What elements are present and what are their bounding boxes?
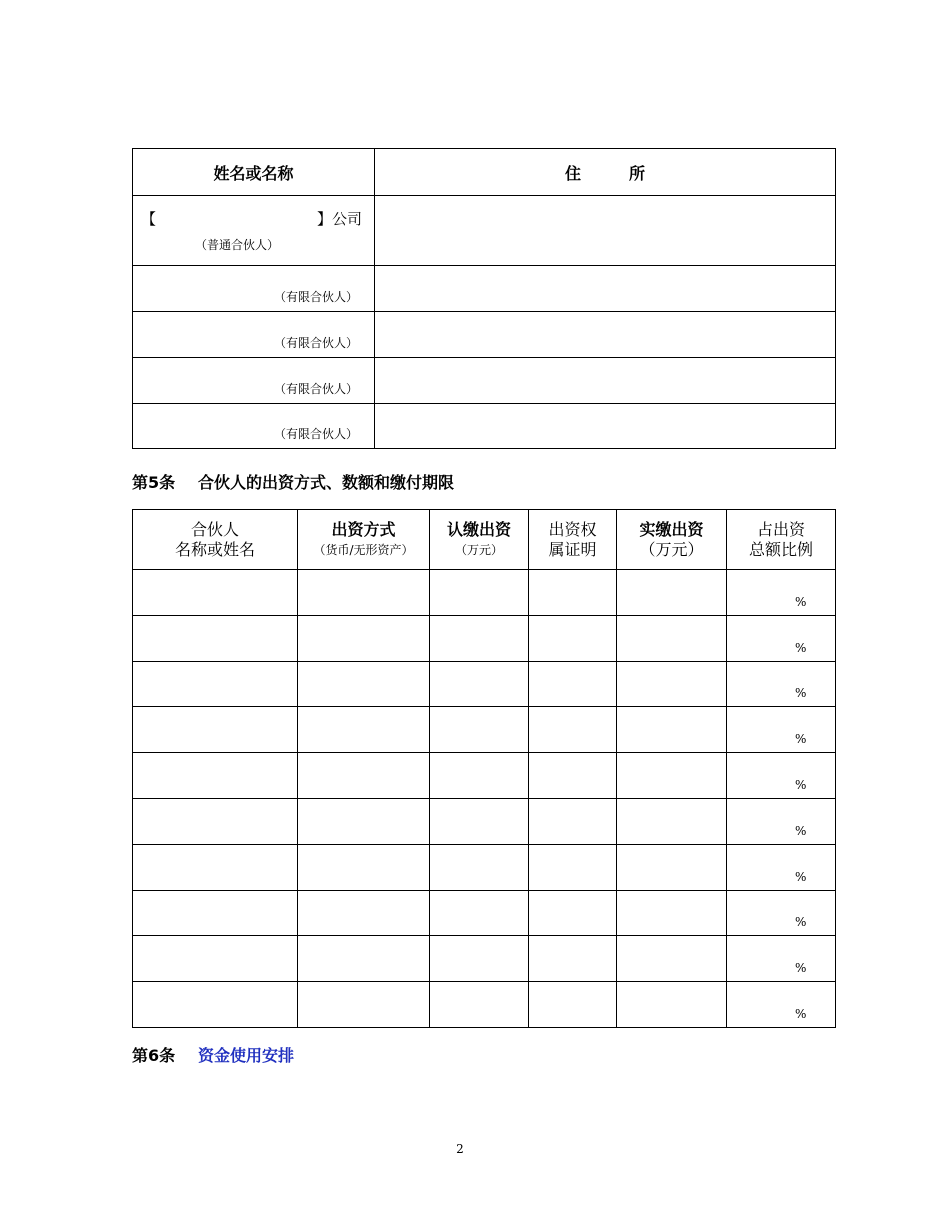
limited-partner-row: [133, 404, 836, 449]
table-row: [133, 570, 836, 616]
subscribed-cell: [430, 844, 529, 890]
bracket-open: 【: [141, 210, 157, 228]
table-row: [133, 890, 836, 936]
ratio-cell: [727, 844, 836, 890]
header-subscribed-capital: 认缴出资 （万元）: [430, 510, 529, 570]
percent-sign: %: [795, 869, 807, 884]
proof-cell: [529, 615, 617, 661]
partner-name-cell: [133, 844, 298, 890]
paid-in-cell: [617, 982, 727, 1028]
paid-in-cell: [617, 615, 727, 661]
limited-partner-label: （有限合伙人）: [273, 336, 358, 350]
partner-name-cell: [133, 570, 298, 616]
limited-partner-row: [133, 266, 836, 312]
proof-cell: [529, 707, 617, 753]
proof-cell: [529, 753, 617, 799]
limited-partner-address-cell: [375, 312, 836, 358]
limited-partner-name-cell: [133, 404, 375, 449]
ratio-cell: [727, 661, 836, 707]
paid-in-cell: [617, 661, 727, 707]
general-partner-name-cell: [133, 196, 375, 266]
proof-cell: [529, 890, 617, 936]
header-share-ratio: 占出资 总额比例: [727, 510, 836, 570]
limited-partner-address-cell: [375, 358, 836, 404]
general-partner-role: （普通合伙人）: [195, 238, 280, 252]
method-cell: [298, 615, 430, 661]
partner-name-cell: [133, 615, 298, 661]
limited-partner-row: [133, 358, 836, 404]
ratio-cell: [727, 982, 836, 1028]
method-cell: [298, 570, 430, 616]
method-cell: [298, 982, 430, 1028]
partner-name-cell: [133, 890, 298, 936]
ratio-cell: [727, 707, 836, 753]
method-cell: [298, 707, 430, 753]
contribution-table-body: [133, 570, 836, 1028]
partner-name-cell: [133, 982, 298, 1028]
section-5-heading: [132, 470, 454, 493]
percent-sign: %: [795, 594, 807, 609]
table-row: [133, 982, 836, 1028]
percent-sign: %: [795, 777, 807, 792]
partner-name-cell: [133, 798, 298, 844]
subscribed-cell: [430, 661, 529, 707]
partners-header-row: [133, 149, 836, 196]
percent-sign: %: [795, 732, 807, 747]
limited-partner-address-cell: [375, 404, 836, 449]
proof-cell: [529, 844, 617, 890]
method-cell: [298, 890, 430, 936]
section-5-title: 合伙人的出资方式、数额和缴付期限: [198, 473, 455, 492]
ratio-cell: [727, 798, 836, 844]
subscribed-cell: [430, 798, 529, 844]
ratio-cell: [727, 936, 836, 982]
contribution-header-row: [133, 510, 836, 570]
header-contribution-method: 出资方式 （货币/无形资产）: [298, 510, 430, 570]
proof-cell: [529, 798, 617, 844]
table-row: [133, 615, 836, 661]
section-6-heading: [132, 1043, 294, 1066]
method-cell: [298, 753, 430, 799]
general-partner-row: [133, 196, 836, 266]
name-header: 姓名或名称: [133, 149, 375, 196]
limited-partner-address-cell: [375, 266, 836, 312]
partner-name-cell: [133, 753, 298, 799]
limited-partner-label: （有限合伙人）: [273, 290, 358, 304]
paid-in-cell: [617, 753, 727, 799]
general-partner-company: [141, 208, 367, 229]
table-row: [133, 844, 836, 890]
limited-partner-name-cell: [133, 312, 375, 358]
subscribed-cell: [430, 890, 529, 936]
section-6-number: 第6条: [132, 1046, 176, 1065]
percent-sign: %: [795, 915, 807, 930]
percent-sign: %: [795, 961, 807, 976]
limited-partner-label: （有限合伙人）: [273, 382, 358, 396]
limited-partner-name-cell: [133, 358, 375, 404]
address-header: 住 所: [375, 149, 836, 196]
header-partner-name: 合伙人 名称或姓名: [133, 510, 298, 570]
limited-partner-name-cell: [133, 266, 375, 312]
limited-partner-label: （有限合伙人）: [273, 427, 358, 441]
partner-name-cell: [133, 661, 298, 707]
table-row: [133, 707, 836, 753]
proof-cell: [529, 982, 617, 1028]
ratio-cell: [727, 615, 836, 661]
section-6-title: 资金使用安排: [198, 1046, 295, 1065]
ratio-cell: [727, 753, 836, 799]
subscribed-cell: [430, 615, 529, 661]
subscribed-cell: [430, 707, 529, 753]
method-cell: [298, 661, 430, 707]
subscribed-cell: [430, 570, 529, 616]
percent-sign: %: [795, 686, 807, 701]
method-cell: [298, 798, 430, 844]
paid-in-cell: [617, 707, 727, 753]
proof-cell: [529, 661, 617, 707]
paid-in-cell: [617, 936, 727, 982]
table-row: [133, 936, 836, 982]
subscribed-cell: [430, 982, 529, 1028]
percent-sign: %: [795, 823, 807, 838]
page-number: 2: [456, 1142, 464, 1156]
percent-sign: %: [795, 1006, 807, 1021]
table-row: [133, 798, 836, 844]
table-row: [133, 661, 836, 707]
partner-name-cell: [133, 707, 298, 753]
method-cell: [298, 936, 430, 982]
proof-cell: [529, 570, 617, 616]
paid-in-cell: [617, 890, 727, 936]
header-paid-in-capital: 实缴出资 （万元）: [617, 510, 727, 570]
subscribed-cell: [430, 936, 529, 982]
method-cell: [298, 844, 430, 890]
contribution-table: [132, 509, 836, 1028]
partners-table: [132, 148, 836, 449]
paid-in-cell: [617, 844, 727, 890]
ratio-cell: [727, 570, 836, 616]
general-partner-address-cell: [375, 196, 836, 266]
header-ownership-proof: 出资权 属证明: [529, 510, 617, 570]
partner-name-cell: [133, 936, 298, 982]
table-row: [133, 753, 836, 799]
percent-sign: %: [795, 640, 807, 655]
subscribed-cell: [430, 753, 529, 799]
proof-cell: [529, 936, 617, 982]
section-5-number: 第5条: [132, 473, 176, 492]
limited-partner-row: [133, 312, 836, 358]
ratio-cell: [727, 890, 836, 936]
paid-in-cell: [617, 570, 727, 616]
bracket-close-company: 】公司: [317, 210, 363, 228]
paid-in-cell: [617, 798, 727, 844]
